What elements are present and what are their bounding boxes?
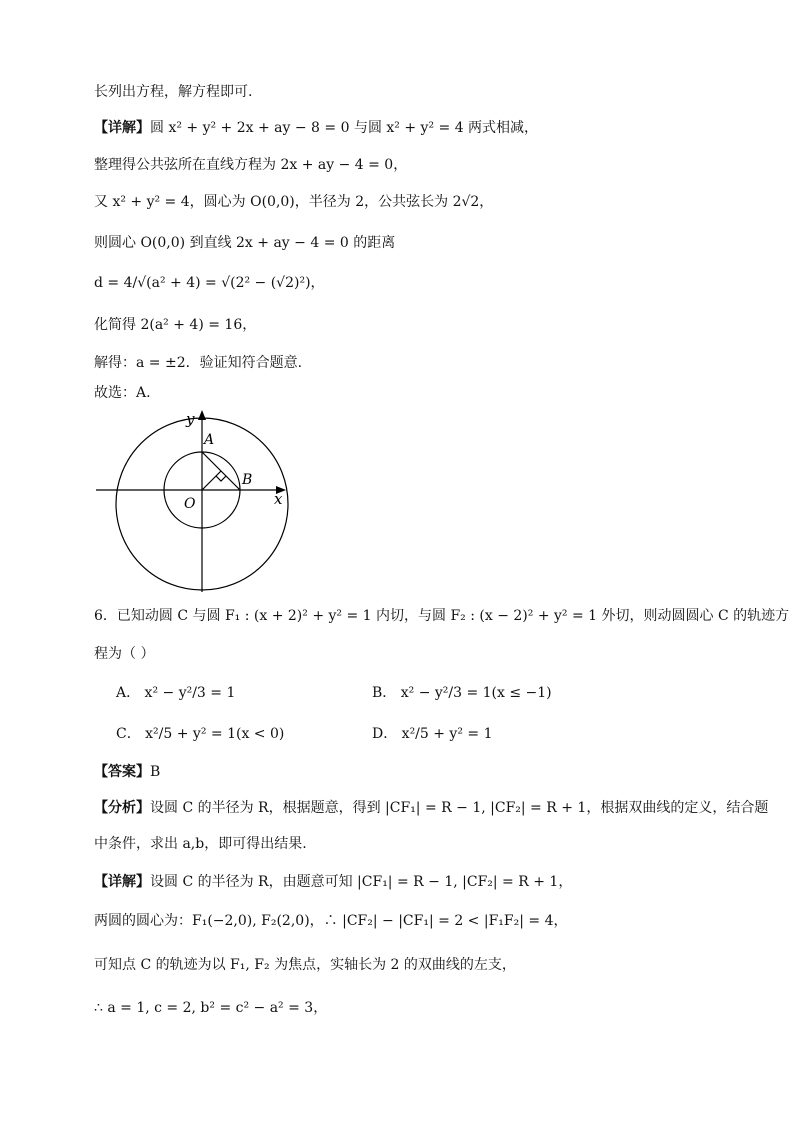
detail-line	[94, 118, 538, 138]
text-line: 化简得 2(a² + 4) = 16，	[94, 317, 257, 333]
detail-text: 设圆 C 的半径为 R，由题意可知 |CF₁| = R − 1, |CF₂| = R + 1，	[150, 874, 573, 890]
text-line: 解得：a = ±2．验证知符合题意.	[94, 355, 303, 371]
analysis-line	[94, 798, 768, 818]
option-b: B． x² − y²/3 = 1(x ≤ −1)	[372, 685, 552, 701]
answer-line	[94, 762, 160, 782]
text-line: 则圆心 O(0,0) 到直线 2x + ay − 4 = 0 的距离	[94, 235, 396, 251]
detail-tag: 【详解】	[94, 120, 150, 136]
text-line: 长列出方程，解方程即可.	[94, 84, 253, 100]
option-d: D． x²/5 + y² = 1	[372, 726, 493, 742]
answer-value: B	[150, 764, 161, 780]
detail-tag: 【详解】	[94, 874, 150, 890]
right-angle-mark	[216, 476, 226, 481]
text-line: ∴ a = 1, c = 2, b² = c² − a² = 3，	[94, 1000, 328, 1016]
text-line: 中条件，求出 a,b，即可得出结果.	[94, 836, 307, 852]
radius-to-midpoint	[202, 471, 221, 490]
text-line: 两圆的圆心为：F₁(−2,0), F₂(2,0)，∴ |CF₂| − |CF₁| = 2 < |F₁F₂| = 4，	[94, 913, 568, 929]
point-a-label: A	[204, 432, 215, 448]
question-line: 6．已知动圆 C 与圆 F₁ : (x + 2)² + y² = 1 内切，与圆 F₂ : (x − 2)² + y² = 1 外切，则动圆圆心 C 的轨迹方	[94, 608, 790, 624]
point-o-label: O	[184, 496, 196, 512]
option-c: C． x²/5 + y² = 1(x < 0)	[116, 726, 285, 742]
text-line: 故选：A.	[94, 385, 151, 401]
analysis-text: 设圆 C 的半径为 R，根据题意，得到 |CF₁| = R − 1, |CF₂| = R + 1，根据双曲线的定义，结合题	[150, 800, 769, 816]
analysis-tag: 【分析】	[94, 800, 150, 816]
detail-line	[94, 872, 572, 892]
y-axis-label: y	[186, 410, 195, 428]
formula-line: d = 4/√(a² + 4) = √(2² − (√2)²)，	[94, 275, 325, 291]
option-a: A． x² − y²/3 = 1	[116, 685, 236, 701]
text-line: 整理得公共弦所在直线方程为 2x + ay − 4 = 0，	[94, 157, 408, 173]
text-line: 又 x² + y² = 4，圆心为 O(0,0)，半径为 2，公共弦长为 2√2，	[94, 194, 494, 210]
text-line: 可知点 C 的轨迹为以 F₁, F₂ 为焦点，实轴长为 2 的双曲线的左支，	[94, 957, 516, 973]
circle-figure	[92, 404, 292, 594]
x-axis-label: x	[274, 490, 283, 508]
question-line: 程为（ ）	[94, 646, 155, 662]
detail-text: 圆 x² + y² + 2x + ay − 8 = 0 与圆 x² + y² = 4 两式相减，	[150, 120, 539, 136]
answer-tag: 【答案】	[94, 764, 150, 780]
point-b-label: B	[242, 472, 253, 488]
